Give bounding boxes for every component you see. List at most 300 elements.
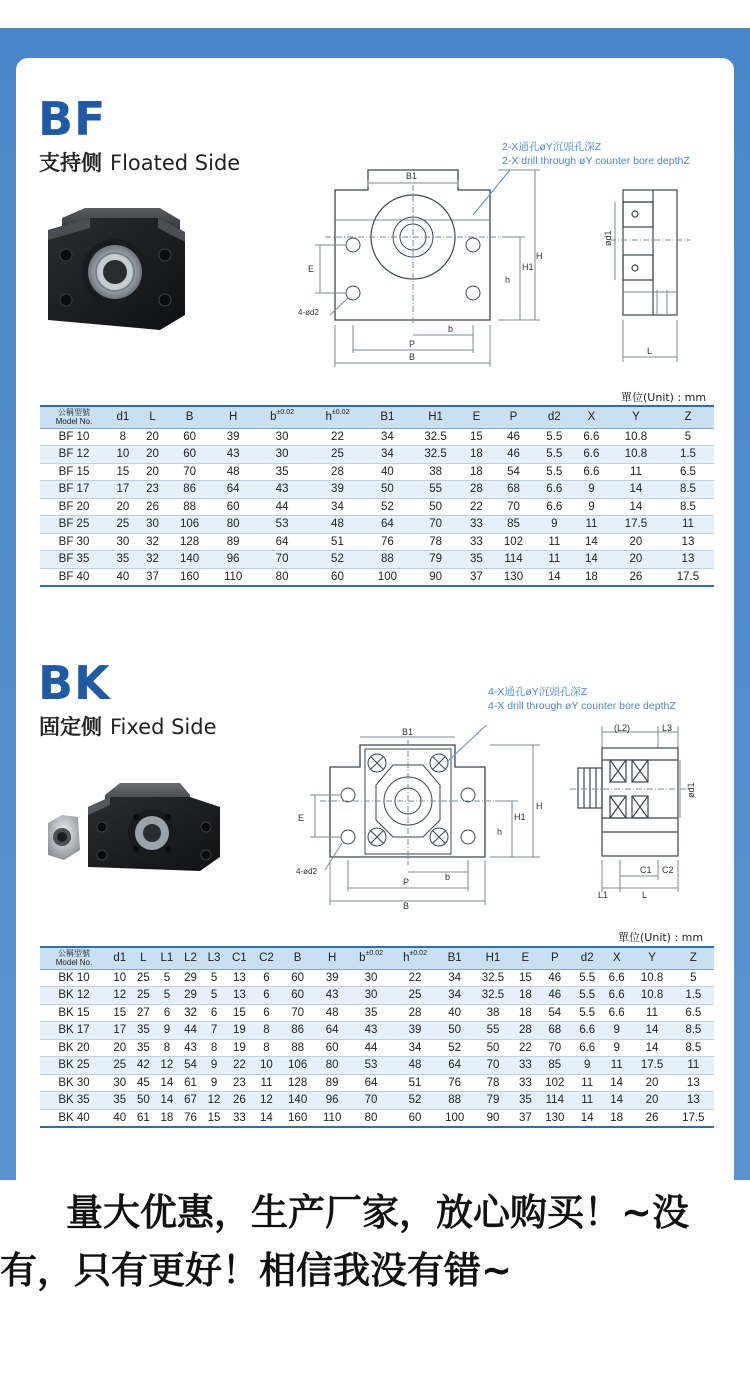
table-cell: 6 (202, 1004, 226, 1022)
bk-title: BK (38, 656, 111, 710)
bk-dim-l3: L3 (662, 723, 673, 733)
table-cell: 128 (280, 1074, 315, 1092)
table-cell: 50 (437, 1022, 472, 1040)
table-cell: 6 (253, 969, 280, 987)
table-cell: 46 (537, 987, 572, 1005)
bf-header-x: X (573, 406, 610, 428)
table-cell: 30 (254, 428, 309, 446)
bf-header-e: E (462, 406, 492, 428)
table-cell: 102 (537, 1074, 572, 1092)
table-cell: 68 (537, 1022, 572, 1040)
bk-subtitle-cn: 固定侧 (39, 715, 102, 739)
bk-subtitle (39, 711, 217, 741)
table-cell: 20 (610, 533, 662, 551)
bf-table-header (40, 406, 714, 428)
table-cell: 25 (310, 446, 365, 464)
bf-dim-p: P (409, 339, 416, 349)
table-cell: 88 (365, 551, 410, 569)
table-cell: 5 (202, 969, 226, 987)
table-cell: 60 (212, 498, 255, 516)
table-cell: 1.5 (662, 446, 714, 464)
table-cell: 6.5 (673, 1004, 714, 1022)
model-cell: BF 17 (40, 481, 108, 499)
table-cell: 50 (132, 1092, 156, 1110)
table-cell: 6 (253, 1004, 280, 1022)
table-cell: 55 (410, 481, 462, 499)
table-cell: 18 (462, 446, 492, 464)
table-cell: 35 (349, 1004, 393, 1022)
table-cell: 50 (410, 498, 462, 516)
table-cell: 20 (138, 428, 168, 446)
bk-side-view-drawing (570, 720, 715, 900)
table-cell: 9 (202, 1074, 226, 1092)
table-cell: 18 (514, 987, 538, 1005)
table-cell: 67 (179, 1092, 203, 1110)
bk-dim-e: E (298, 813, 305, 823)
bk-dim-b: B (403, 901, 410, 911)
bf-title: BF (38, 92, 107, 146)
table-cell: 13 (226, 969, 253, 987)
table-cell: 5.5 (572, 969, 601, 987)
table-cell: 44 (179, 1022, 203, 1040)
bf-dim-h1: H1 (522, 262, 534, 272)
table-cell: 12 (155, 1057, 179, 1075)
table-cell: 30 (349, 987, 393, 1005)
bf-header-d2: d2 (536, 406, 573, 428)
bk-drill-note-cn: 4-X通孔øY沉頭孔深Z (488, 686, 588, 698)
table-cell: 52 (393, 1092, 437, 1110)
table-cell: 9 (573, 481, 610, 499)
table-cell: 11 (631, 1004, 672, 1022)
table-cell: 14 (631, 1039, 672, 1057)
table-cell: 128 (167, 533, 212, 551)
bk-header-h: H (315, 947, 349, 969)
table-cell: 14 (602, 1074, 631, 1092)
promo-text: 量大优惠，生产厂家，放心购买！~没有，只有更好！相信我没有错~ (0, 1191, 690, 1292)
table-cell: 60 (167, 428, 212, 446)
bf-subtitle-cn: 支持侧 (39, 151, 102, 175)
table-cell: 14 (155, 1092, 179, 1110)
table-cell: 22 (310, 428, 365, 446)
table-cell: 5.5 (536, 463, 573, 481)
bk-header-model-en: Model No. (55, 958, 93, 968)
table-cell: 32 (138, 551, 168, 569)
table-cell: 14 (155, 1074, 179, 1092)
bf-header-y: Y (610, 406, 662, 428)
model-cell: BF 35 (40, 551, 108, 569)
table-cell: 26 (610, 568, 662, 586)
table-cell: 8.5 (662, 498, 714, 516)
bk-table-header (40, 947, 714, 969)
table-cell: 6.6 (536, 481, 573, 499)
bk-header-p: P (537, 947, 572, 969)
table-cell: 20 (631, 1092, 672, 1110)
bk-header-b: B (280, 947, 315, 969)
table-cell: 28 (393, 1004, 437, 1022)
table-cell: 44 (254, 498, 309, 516)
table-cell: 13 (662, 533, 714, 551)
bf-header-h1: H1 (410, 406, 462, 428)
bk-unit-label: 單位(Unit) : mm (618, 931, 704, 944)
bk-table-body (40, 969, 714, 1127)
table-cell: 15 (108, 463, 138, 481)
table-cell: 28 (462, 481, 492, 499)
bk-header-c2: C2 (253, 947, 280, 969)
table-cell: 52 (365, 498, 410, 516)
table-cell: 35 (132, 1022, 156, 1040)
table-cell: 12 (253, 1092, 280, 1110)
bk-header-y: Y (631, 947, 672, 969)
table-cell: 26 (138, 498, 168, 516)
table-row (40, 1092, 714, 1110)
bk-header-h: $h^{\pm 0.02}$ (393, 947, 437, 969)
table-cell: 38 (410, 463, 462, 481)
table-cell: 15 (108, 1004, 132, 1022)
table-cell: 100 (365, 568, 410, 586)
table-cell: 18 (514, 1004, 538, 1022)
table-cell: 39 (315, 969, 349, 987)
table-cell: 8.5 (662, 481, 714, 499)
table-cell: 6.6 (602, 969, 631, 987)
table-cell: 79 (410, 551, 462, 569)
bf-header-model (40, 406, 108, 428)
table-cell: 8.5 (673, 1022, 714, 1040)
table-cell: 26 (631, 1109, 672, 1127)
table-cell: 33 (462, 533, 492, 551)
table-cell: 10.8 (610, 428, 662, 446)
table-cell: 46 (537, 969, 572, 987)
table-cell: 45 (132, 1074, 156, 1092)
table-cell: 10 (253, 1057, 280, 1075)
table-cell: 96 (212, 551, 255, 569)
table-cell: 37 (514, 1109, 538, 1127)
bk-header-d1: d1 (108, 947, 132, 969)
table-cell: 5 (155, 969, 179, 987)
table-cell: 53 (254, 516, 309, 534)
table-cell: 140 (167, 551, 212, 569)
bf-header-b1: B1 (365, 406, 410, 428)
table-row (40, 516, 714, 534)
bf-dim-l: L (647, 346, 653, 356)
table-cell: 18 (462, 463, 492, 481)
bk-header-h1: H1 (472, 947, 513, 969)
bf-header-p: P (491, 406, 536, 428)
table-cell: 5.5 (536, 446, 573, 464)
table-cell: 40 (437, 1004, 472, 1022)
table-cell: 20 (108, 498, 138, 516)
table-cell: 76 (365, 533, 410, 551)
table-cell: 48 (212, 463, 255, 481)
table-row (40, 568, 714, 586)
table-cell: 11 (536, 551, 573, 569)
table-cell: 11 (673, 1057, 714, 1075)
table-cell: 5.5 (536, 428, 573, 446)
table-cell: 22 (462, 498, 492, 516)
table-cell: 6.6 (573, 463, 610, 481)
bk-header-model-cn: 公稱型號 (58, 949, 90, 959)
table-cell: 6 (253, 987, 280, 1005)
table-cell: 30 (108, 533, 138, 551)
bf-header-h: H (212, 406, 255, 428)
table-cell: 11 (572, 1092, 601, 1110)
table-cell: 20 (108, 1039, 132, 1057)
table-cell: 8 (202, 1039, 226, 1057)
table-cell: 114 (491, 551, 536, 569)
table-cell: 35 (462, 551, 492, 569)
table-cell: 60 (280, 987, 315, 1005)
model-cell: BK 25 (40, 1057, 108, 1075)
bk-dim-c2: C2 (662, 865, 674, 875)
table-cell: 89 (212, 533, 255, 551)
model-cell: BK 30 (40, 1074, 108, 1092)
table-cell: 22 (226, 1057, 253, 1075)
bk-header-b: $b^{\pm 0.02}$ (349, 947, 393, 969)
table-cell: 51 (393, 1074, 437, 1092)
table-cell: 60 (315, 1039, 349, 1057)
table-cell: 88 (437, 1092, 472, 1110)
table-cell: 10.8 (631, 987, 672, 1005)
bk-header-d2: d2 (572, 947, 601, 969)
table-cell: 17 (108, 481, 138, 499)
table-cell: 5.5 (572, 1004, 601, 1022)
table-cell: 34 (365, 446, 410, 464)
table-cell: 11 (602, 1057, 631, 1075)
table-row (40, 1004, 714, 1022)
table-cell: 64 (254, 533, 309, 551)
table-cell: 8 (253, 1022, 280, 1040)
table-cell: 25 (132, 969, 156, 987)
table-cell: 25 (132, 987, 156, 1005)
table-cell: 85 (537, 1057, 572, 1075)
bf-unit-label: 單位(Unit) : mm (621, 391, 707, 404)
table-cell: 37 (462, 568, 492, 586)
table-cell: 25 (393, 987, 437, 1005)
table-cell: 35 (514, 1092, 538, 1110)
table-row (40, 498, 714, 516)
table-cell: 28 (310, 463, 365, 481)
table-cell: 13 (226, 987, 253, 1005)
bf-subtitle (39, 147, 240, 177)
table-cell: 38 (472, 1004, 513, 1022)
table-cell: 9 (572, 1057, 601, 1075)
model-cell: BF 20 (40, 498, 108, 516)
table-cell: 30 (138, 516, 168, 534)
table-row (40, 1074, 714, 1092)
table-cell: 12 (202, 1092, 226, 1110)
table-cell: 34 (437, 969, 472, 987)
table-cell: 35 (108, 551, 138, 569)
table-cell: 14 (602, 1092, 631, 1110)
table-cell: 5.5 (572, 987, 601, 1005)
table-cell: 13 (673, 1074, 714, 1092)
table-cell: 34 (393, 1039, 437, 1057)
table-cell: 6.6 (573, 446, 610, 464)
table-cell: 37 (138, 568, 168, 586)
table-cell: 6.6 (572, 1022, 601, 1040)
table-cell: 34 (365, 428, 410, 446)
bk-dim-hole: 4-ød2 (296, 867, 317, 876)
table-cell: 160 (167, 568, 212, 586)
table-cell: 10.8 (631, 969, 672, 987)
bk-dim-b-small: b (445, 872, 451, 882)
model-cell: BF 12 (40, 446, 108, 464)
table-cell: 32.5 (410, 428, 462, 446)
table-row (40, 428, 714, 446)
table-cell: 6.6 (602, 1004, 631, 1022)
table-cell: 15 (202, 1109, 226, 1127)
table-cell: 50 (365, 481, 410, 499)
bf-drill-note-cn: 2-X通孔øY沉頭孔深Z (502, 141, 602, 153)
table-cell: 79 (472, 1092, 513, 1110)
model-cell: BF 30 (40, 533, 108, 551)
table-cell: 42 (132, 1057, 156, 1075)
table-cell: 64 (365, 516, 410, 534)
bk-dim-b1: B1 (402, 727, 414, 737)
table-cell: 17.5 (662, 568, 714, 586)
table-cell: 70 (280, 1004, 315, 1022)
table-cell: 106 (280, 1057, 315, 1075)
table-cell: 55 (472, 1022, 513, 1040)
table-cell: 39 (212, 428, 255, 446)
table-cell: 14 (610, 498, 662, 516)
model-cell: BF 25 (40, 516, 108, 534)
table-cell: 12 (108, 987, 132, 1005)
table-cell: 17.5 (610, 516, 662, 534)
table-cell: 14 (573, 533, 610, 551)
table-cell: 14 (631, 1022, 672, 1040)
table-cell: 60 (393, 1109, 437, 1127)
bk-header-z: Z (673, 947, 714, 969)
table-cell: 130 (537, 1109, 572, 1127)
table-row (40, 463, 714, 481)
bk-dim-h: H (536, 801, 543, 811)
table-cell: 11 (572, 1074, 601, 1092)
table-cell: 11 (536, 533, 573, 551)
table-cell: 8.5 (673, 1039, 714, 1057)
table-cell: 33 (226, 1109, 253, 1127)
table-cell: 88 (280, 1039, 315, 1057)
table-cell: 130 (491, 568, 536, 586)
bf-header-h: $h^{\pm 0.02}$ (310, 406, 365, 428)
bk-header-model (40, 947, 108, 969)
table-cell: 64 (212, 481, 255, 499)
bf-front-view-drawing (290, 135, 560, 375)
table-cell: 28 (514, 1022, 538, 1040)
table-cell: 5 (202, 987, 226, 1005)
table-cell: 46 (491, 446, 536, 464)
model-cell: BF 10 (40, 428, 108, 446)
bf-dim-e: E (308, 264, 315, 274)
table-row (40, 551, 714, 569)
table-cell: 32.5 (410, 446, 462, 464)
table-cell: 102 (491, 533, 536, 551)
bk-spec-table (40, 946, 714, 1128)
table-cell: 8 (108, 428, 138, 446)
table-cell: 86 (167, 481, 212, 499)
bf-product-photo (40, 200, 190, 335)
table-cell: 39 (310, 481, 365, 499)
table-cell: 10 (108, 446, 138, 464)
table-cell: 14 (610, 481, 662, 499)
bk-header-c1: C1 (226, 947, 253, 969)
table-cell: 96 (315, 1092, 349, 1110)
table-cell: 86 (280, 1022, 315, 1040)
table-cell: 40 (365, 463, 410, 481)
bk-product-photo (40, 775, 225, 875)
table-cell: 11 (662, 516, 714, 534)
table-cell: 114 (537, 1092, 572, 1110)
bk-dim-c1: C1 (640, 865, 652, 875)
bk-header-l3: L3 (202, 947, 226, 969)
table-cell: 48 (315, 1004, 349, 1022)
table-cell: 6 (155, 1004, 179, 1022)
table-cell: 43 (315, 987, 349, 1005)
table-cell: 34 (310, 498, 365, 516)
table-cell: 78 (472, 1074, 513, 1092)
table-cell: 5 (673, 969, 714, 987)
model-cell: BK 20 (40, 1039, 108, 1057)
bk-header-b1: B1 (437, 947, 472, 969)
table-cell: 5 (662, 428, 714, 446)
table-cell: 88 (167, 498, 212, 516)
table-cell: 25 (108, 516, 138, 534)
bk-dim-l2: (L2) (614, 723, 631, 733)
table-cell: 33 (514, 1057, 538, 1075)
bf-drill-note (502, 140, 690, 168)
table-cell: 60 (167, 446, 212, 464)
table-cell: 19 (226, 1022, 253, 1040)
model-cell: BK 40 (40, 1109, 108, 1127)
bk-header-e: E (514, 947, 538, 969)
bk-dim-d1: ød1 (686, 782, 696, 798)
table-cell: 20 (138, 463, 168, 481)
table-cell: 17.5 (673, 1109, 714, 1127)
bf-dim-h-small: h (505, 275, 511, 285)
table-cell: 5 (155, 987, 179, 1005)
model-cell: BK 10 (40, 969, 108, 987)
table-row (40, 533, 714, 551)
table-cell: 9 (536, 516, 573, 534)
table-cell: 39 (393, 1022, 437, 1040)
table-cell: 34 (437, 987, 472, 1005)
table-cell: 25 (108, 1057, 132, 1075)
table-cell: 100 (437, 1109, 472, 1127)
table-cell: 70 (410, 516, 462, 534)
model-cell: BF 40 (40, 568, 108, 586)
table-cell: 22 (393, 969, 437, 987)
table-cell: 6.5 (662, 463, 714, 481)
table-cell: 80 (212, 516, 255, 534)
table-cell: 76 (179, 1109, 203, 1127)
table-cell: 46 (491, 428, 536, 446)
bf-dim-h: H (536, 251, 543, 261)
bk-dim-p: P (403, 877, 410, 887)
bf-header-l: L (138, 406, 168, 428)
bf-dim-hole: 4-ød2 (298, 308, 319, 317)
table-cell: 9 (155, 1022, 179, 1040)
bk-dim-h1: H1 (514, 812, 526, 822)
table-cell: 70 (254, 551, 309, 569)
table-row (40, 446, 714, 464)
bf-table-body (40, 428, 714, 586)
model-cell: BF 15 (40, 463, 108, 481)
bk-dim-h-small: h (497, 827, 503, 837)
table-cell: 61 (179, 1074, 203, 1092)
bf-spec-table (40, 405, 714, 587)
table-cell: 85 (491, 516, 536, 534)
table-cell: 32 (138, 533, 168, 551)
table-cell: 10 (108, 969, 132, 987)
